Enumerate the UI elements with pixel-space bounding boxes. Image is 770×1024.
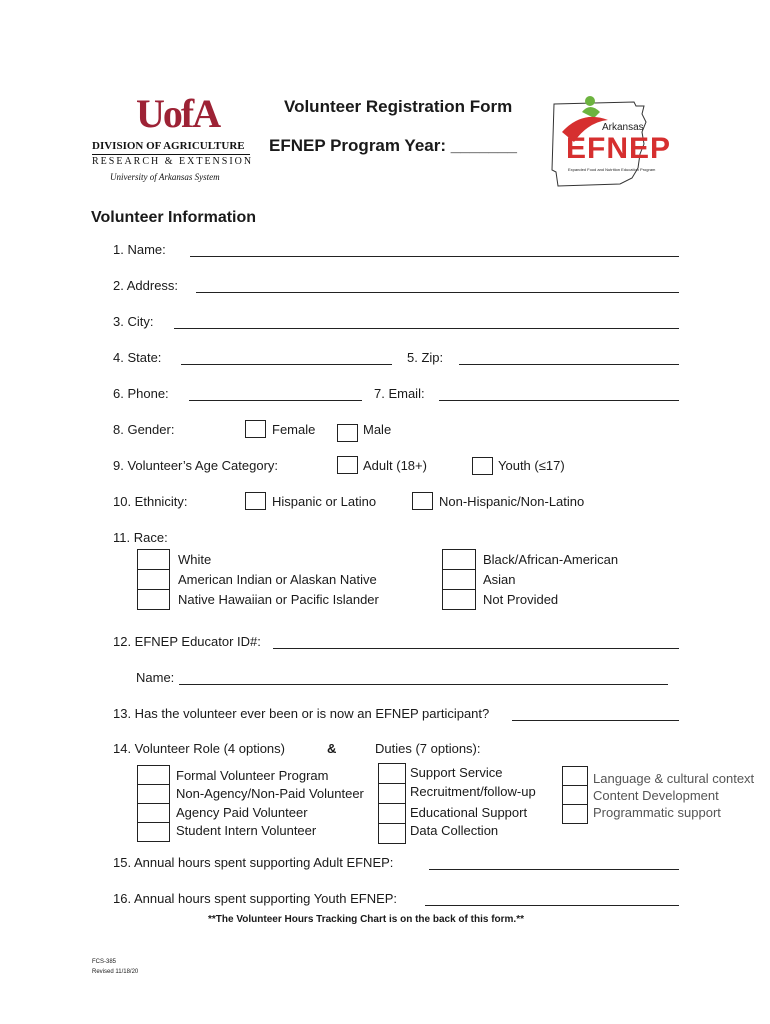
gender-male-checkbox[interactable] xyxy=(337,424,358,442)
duty-content-development-label: Content Development xyxy=(593,788,719,803)
role-duties-ampersand: & xyxy=(327,741,337,756)
role-non-agency-label: Non-Agency/Non-Paid Volunteer xyxy=(176,786,364,801)
educator-id-field[interactable] xyxy=(273,648,679,649)
volunteer-role-label: 14. Volunteer Role (4 options) xyxy=(113,741,285,756)
participant-field[interactable] xyxy=(512,720,679,721)
ethnicity-hispanic-checkbox[interactable] xyxy=(245,492,266,510)
uofa-logo-research: RESEARCH & EXTENSION xyxy=(92,156,254,167)
youth-hours-label: 16. Annual hours spent supporting Youth EFNEP: xyxy=(113,891,398,906)
ethnicity-non-hispanic-checkbox[interactable] xyxy=(412,492,433,510)
duty-data-collection-checkbox[interactable] xyxy=(378,823,406,844)
gender-female-label: Female xyxy=(272,422,316,437)
duty-content-development-checkbox[interactable] xyxy=(562,785,588,805)
age-adult-label: Adult (18+) xyxy=(363,458,427,473)
youth-hours-field[interactable] xyxy=(425,905,679,906)
volunteer-information-heading: Volunteer Information xyxy=(91,209,257,226)
state-field[interactable] xyxy=(181,364,392,365)
email-field[interactable] xyxy=(439,400,679,401)
email-label: 7. Email: xyxy=(374,386,425,401)
uofa-logo-system: University of Arkansas System xyxy=(110,172,220,182)
name-label: 1. Name: xyxy=(113,242,166,257)
uofa-logo xyxy=(92,92,252,188)
race-american-indian-label: American Indian or Alaskan Native xyxy=(178,572,377,587)
race-not-provided-checkbox[interactable] xyxy=(442,589,476,610)
address-label: 2. Address: xyxy=(113,278,179,293)
tracking-chart-note: **The Volunteer Hours Tracking Chart is on the back of this form.** xyxy=(208,914,524,925)
duty-support-service-label: Support Service xyxy=(410,765,503,780)
age-youth-checkbox[interactable] xyxy=(472,457,493,475)
state-label: 4. State: xyxy=(113,350,162,365)
race-white-checkbox[interactable] xyxy=(137,549,170,570)
gender-female-checkbox[interactable] xyxy=(245,420,266,438)
age-youth-label: Youth (≤17) xyxy=(498,458,565,473)
duty-recruitment-checkbox[interactable] xyxy=(378,783,406,804)
race-label: 11. Race: xyxy=(113,530,168,545)
educator-id-label: 12. EFNEP Educator ID#: xyxy=(113,634,261,649)
duty-language-label: Language & cultural context xyxy=(593,771,755,786)
role-student-intern-label: Student Intern Volunteer xyxy=(176,823,317,838)
age-adult-checkbox[interactable] xyxy=(337,456,358,474)
duty-educational-support-label: Educational Support xyxy=(410,805,528,820)
educator-name-label: Name: xyxy=(136,670,175,685)
race-american-indian-checkbox[interactable] xyxy=(137,569,170,590)
race-not-provided-label: Not Provided xyxy=(483,592,559,607)
city-label: 3. City: xyxy=(113,314,154,329)
race-native-hawaiian-checkbox[interactable] xyxy=(137,589,170,610)
race-asian-label: Asian xyxy=(483,572,516,587)
duty-language-checkbox[interactable] xyxy=(562,766,588,786)
phone-label: 6. Phone: xyxy=(113,386,169,401)
race-native-hawaiian-label: Native Hawaiian or Pacific Islander xyxy=(178,592,379,607)
uofa-logo-division: DIVISION OF AGRICULTURE xyxy=(92,140,245,152)
efnep-logo-wordmark: EFNEP xyxy=(566,132,672,165)
adult-hours-field[interactable] xyxy=(429,869,679,870)
zip-field[interactable] xyxy=(459,364,679,365)
efnep-logo-tagline: Expanded Food and Nutrition Education Program xyxy=(568,167,656,172)
address-field[interactable] xyxy=(196,292,679,293)
efnep-logo xyxy=(546,92,686,192)
adult-hours-label: 15. Annual hours spent supporting Adult EFNEP: xyxy=(113,855,394,870)
city-field[interactable] xyxy=(174,328,679,329)
duty-recruitment-label: Recruitment/follow-up xyxy=(410,784,536,799)
uofa-logo-mark: UofA xyxy=(136,91,220,136)
duty-educational-support-checkbox[interactable] xyxy=(378,803,406,824)
ethnicity-non-hispanic-label: Non-Hispanic/Non-Latino xyxy=(439,494,585,509)
race-black-label: Black/African-American xyxy=(483,552,619,567)
age-category-label: 9. Volunteer’s Age Category: xyxy=(113,458,279,473)
form-title: Volunteer Registration Form xyxy=(284,97,513,116)
race-black-checkbox[interactable] xyxy=(442,549,476,570)
program-year-label: EFNEP Program Year: _______ xyxy=(269,136,517,155)
race-asian-checkbox[interactable] xyxy=(442,569,476,590)
role-non-agency-checkbox[interactable] xyxy=(137,784,170,804)
duty-programmatic-support-label: Programmatic support xyxy=(593,805,721,820)
role-formal-checkbox[interactable] xyxy=(137,765,170,785)
role-agency-paid-checkbox[interactable] xyxy=(137,803,170,823)
revised-date: Revised 11/18/20 xyxy=(92,969,139,975)
zip-label: 5. Zip: xyxy=(407,350,444,365)
gender-male-label: Male xyxy=(363,422,392,437)
educator-name-field[interactable] xyxy=(179,684,668,685)
uofa-logo-divider xyxy=(92,154,250,155)
race-white-label: White xyxy=(178,552,212,567)
role-agency-paid-label: Agency Paid Volunteer xyxy=(176,805,308,820)
ethnicity-hispanic-label: Hispanic or Latino xyxy=(272,494,377,509)
duty-support-service-checkbox[interactable] xyxy=(378,763,406,784)
duty-data-collection-label: Data Collection xyxy=(410,823,499,838)
role-student-intern-checkbox[interactable] xyxy=(137,822,170,842)
efnep-logo-state: Arkansas xyxy=(602,122,644,133)
duty-programmatic-support-checkbox[interactable] xyxy=(562,804,588,824)
gender-label: 8. Gender: xyxy=(113,422,175,437)
phone-field[interactable] xyxy=(189,400,362,401)
role-formal-label: Formal Volunteer Program xyxy=(176,768,329,783)
duties-label: Duties (7 options): xyxy=(375,741,481,756)
participant-question-label: 13. Has the volunteer ever been or is now an EFNEP participant? xyxy=(113,706,490,721)
ethnicity-label: 10. Ethnicity: xyxy=(113,494,188,509)
form-code: FCS-385 xyxy=(92,959,117,965)
name-field[interactable] xyxy=(190,256,679,257)
